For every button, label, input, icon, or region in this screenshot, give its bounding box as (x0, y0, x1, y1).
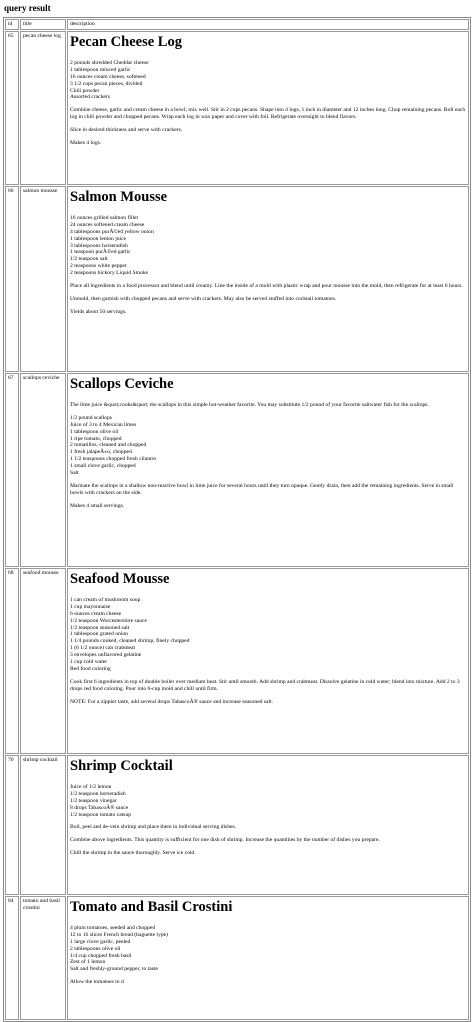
column-header-description: description (67, 19, 469, 30)
ingredient-item: 1/2 teaspoon Worcestershire sauce (70, 617, 147, 624)
table-header-row (5, 19, 469, 30)
instruction-paragraph: Cook first 6 ingredients in top of double boiler over medium heat. Stir until smooth. Add shrimp and crabmeat. Dissolve gelatine in cold water; blend into mixture. Add 2 to 3 drops red food coloring. Pour into 6-cup mold and chill until firm. (70, 679, 460, 692)
ingredient-item: Assorted crackers (70, 94, 110, 101)
table-row (5, 186, 469, 372)
cell-id: 84 (5, 896, 19, 1020)
ingredient-list (70, 415, 466, 477)
ingredient-item: 1 tablespoon minced garlic (70, 66, 131, 73)
ingredient-item: Salt (70, 470, 79, 477)
column-header-id: id (5, 19, 19, 30)
ingredient-item: 1 tablespoon olive oil (70, 428, 119, 435)
instruction-paragraph: Combine above ingredients. This quantity is sufficient for one dish of shrimp. Increase the quantities by the number of dishes you prepare. (70, 837, 380, 844)
ingredient-item: 8 drops TabascoÂ® sauce (70, 804, 129, 811)
ingredient-item: 16 ounces grilled salmon fillet (70, 214, 139, 221)
cell-description (67, 896, 469, 1020)
ingredient-item: 1 small clove garlic, chopped (70, 463, 136, 470)
recipe-heading: Seafood Mousse (70, 570, 170, 587)
query-result-table (3, 17, 471, 1022)
instruction-paragraph: Combine cheese, garlic and cream cheese in a bowl; mix well. Stir in 2 cups pecans. Shape into 4 logs, 1 inch in diameter and 12 inches long. Chop remaining pecans. Roll each log in chili powder and chopped pecans. Wrap each log in wax paper and cover with foil. Refrigerate overnight to blend flavors. (70, 107, 466, 121)
table-body (5, 31, 469, 1020)
ingredient-item: 1/4 cup chopped fresh basil (70, 952, 132, 959)
instruction-paragraph: Unmold, then garnish with chopped pecans and serve with crackers. May also be served stuffed into cocktail tomatoes. (70, 296, 337, 303)
ingredient-item: 1 large clove garlic, peeled (70, 938, 131, 945)
ingredient-item: 1/2 teaspoon seasoned salt (70, 624, 130, 631)
ingredient-item: 1 tablespoon lemon juice (70, 235, 127, 242)
ingredient-item: 4 tablespoons purÃ©ed yellow onion (70, 228, 154, 235)
recipe-heading: Pecan Cheese Log (70, 33, 182, 50)
instruction-paragraph: Place all ingredients in a food processor and blend until creamy. Line the inside of a mold with plastic wrap and pour mousse into the mold, then refrigerate for at least 6 hours. (70, 283, 463, 290)
ingredient-item: 1 cup mayonnaise (70, 603, 111, 610)
ingredient-item: 1/2 teaspoon vinegar (70, 797, 117, 804)
ingredient-item: 4 plum tomatoes, seeded and chopped (70, 924, 156, 931)
ingredient-item: 2 teaspoons hickory Liquid Smoke (70, 270, 148, 277)
cell-description (67, 186, 469, 372)
yield-text: Yields about 50 servings. (70, 309, 127, 315)
note-paragraph: NOTE: For a zippier taste, add several drops TabascoÂ® sauce and increase seasoned salt. (70, 698, 274, 705)
ingredient-item: 12 to 16 slices French bread (baguette type) (70, 931, 169, 938)
ingredient-item: Juice of 1/2 lemon (70, 783, 112, 790)
instruction-paragraph: Chill the shrimp in the sauce thoroughly. Serve ice cold. (70, 850, 196, 857)
ingredient-item: Juice of 3 to 4 Mexican limes (70, 421, 137, 428)
ingredient-list (70, 60, 466, 102)
ingredient-item: 24 ounces softened cream cheese (70, 221, 145, 228)
instruction-paragraph: Boil, peel and de-vein shrimp and place them in individual serving dishes. (70, 824, 237, 831)
ingredient-item: 1/2 teaspoon salt (70, 256, 108, 263)
instruction-paragraph: Allow the tomatoes to d (70, 979, 124, 986)
page-title: query result (4, 3, 51, 13)
cell-id: 70 (5, 755, 19, 895)
recipe-heading: Salmon Mousse (70, 188, 168, 205)
cell-id: 66 (5, 186, 19, 372)
ingredient-item: 1 can cream of mushroom soup (70, 596, 141, 603)
intro-paragraph: The lime juice &quot;cooks&quot; the scallops in this simple hot-weather favorite. You may substitute 1/2 pound of your favorite saltwater fish for the scallops. (70, 401, 429, 408)
ingredient-item: Salt and freshly-ground pepper, to taste (70, 966, 159, 973)
cell-id: 65 (5, 31, 19, 185)
ingredient-item: 1 ripe tomato, chopped (70, 435, 122, 442)
ingredient-item: 1/2 pound scallops (70, 414, 112, 421)
cell-description (67, 373, 469, 567)
cell-description (67, 755, 469, 895)
ingredient-item: 1 fresh jalapeÃ±o, chopped (70, 449, 132, 456)
ingredient-item: Zest of 1 lemon (70, 959, 106, 966)
instruction-paragraph: Slice in desired thickness and serve with crackers. (70, 127, 183, 134)
ingredient-item: 1/2 teaspoon tomato catsup (70, 811, 132, 818)
ingredient-list (70, 215, 466, 277)
recipe-heading: Tomato and Basil Crostini (70, 898, 233, 915)
ingredient-item: 1 cup cold water (70, 659, 108, 666)
ingredient-item: 2 pounds shredded Cheddar cheese (70, 59, 149, 66)
cell-title: seafood mousse (20, 568, 66, 754)
ingredient-item: 6 ounces cream cheese (70, 610, 122, 617)
ingredient-item: 1 1/2 teaspoons chopped fresh cilantro (70, 456, 157, 463)
cell-id: 67 (5, 373, 19, 567)
yield-text: Makes 4 small servings. (70, 502, 125, 509)
ingredient-item: 16 ounces cream cheese, softened (70, 73, 146, 80)
table-row (5, 755, 469, 895)
table-row (5, 373, 469, 567)
cell-description (67, 568, 469, 754)
ingredient-item: Red food coloring (70, 666, 111, 673)
ingredient-item: 1 (6 1/2 ounce) can crabmeat (70, 645, 136, 652)
table-row (5, 896, 469, 1020)
yield-text: Makes 4 logs. (70, 140, 102, 147)
table-row (5, 31, 469, 185)
cell-title: salmon mousse (20, 186, 66, 372)
column-header-title: title (20, 19, 66, 30)
ingredient-list (70, 597, 466, 673)
ingredient-item: 1 1/4 pounds cooked, cleaned shrimp, finely chopped (70, 638, 190, 645)
cell-title: tomato and basil crostini (20, 896, 66, 1020)
ingredient-item: 2 tomatillos, cleaned and chopped (70, 442, 147, 449)
ingredient-item: 2 tablespoons olive oil (70, 945, 121, 952)
recipe-heading: Shrimp Cocktail (70, 757, 173, 774)
cell-title: shrimp cocktail (20, 755, 66, 895)
ingredient-item: Chili powder (70, 87, 100, 94)
cell-title: scallops ceviche (20, 373, 66, 567)
cell-id: 68 (5, 568, 19, 754)
cell-title: pecan cheese log (20, 31, 66, 185)
cell-description (67, 31, 469, 185)
ingredient-item: 1 tablespoon grated onion (70, 631, 128, 638)
table-row (5, 568, 469, 754)
ingredient-list (70, 925, 466, 973)
ingredient-item: 3 envelopes unflavored gelatine (70, 652, 142, 659)
ingredient-item: 3 1/2 cups pecan pieces, divided (70, 80, 143, 87)
ingredient-item: 3 tablespoons horseradish (70, 242, 128, 249)
ingredient-item: 1/2 teaspoon horseradish (70, 790, 126, 797)
ingredient-item: 2 teaspoons white pepper (70, 263, 127, 270)
ingredient-item: 1 teaspoon purÃ©ed garlic (70, 249, 131, 256)
instruction-paragraph: Marinate the scallops in a shallow non-reactive bowl in lime juice for several hours until they turn opaque. Gently drain, then add the remaining ingredients. Serve in small bowls with crackers on the side. (70, 483, 454, 496)
recipe-heading: Scallops Ceviche (70, 375, 174, 392)
ingredient-list (70, 784, 466, 819)
